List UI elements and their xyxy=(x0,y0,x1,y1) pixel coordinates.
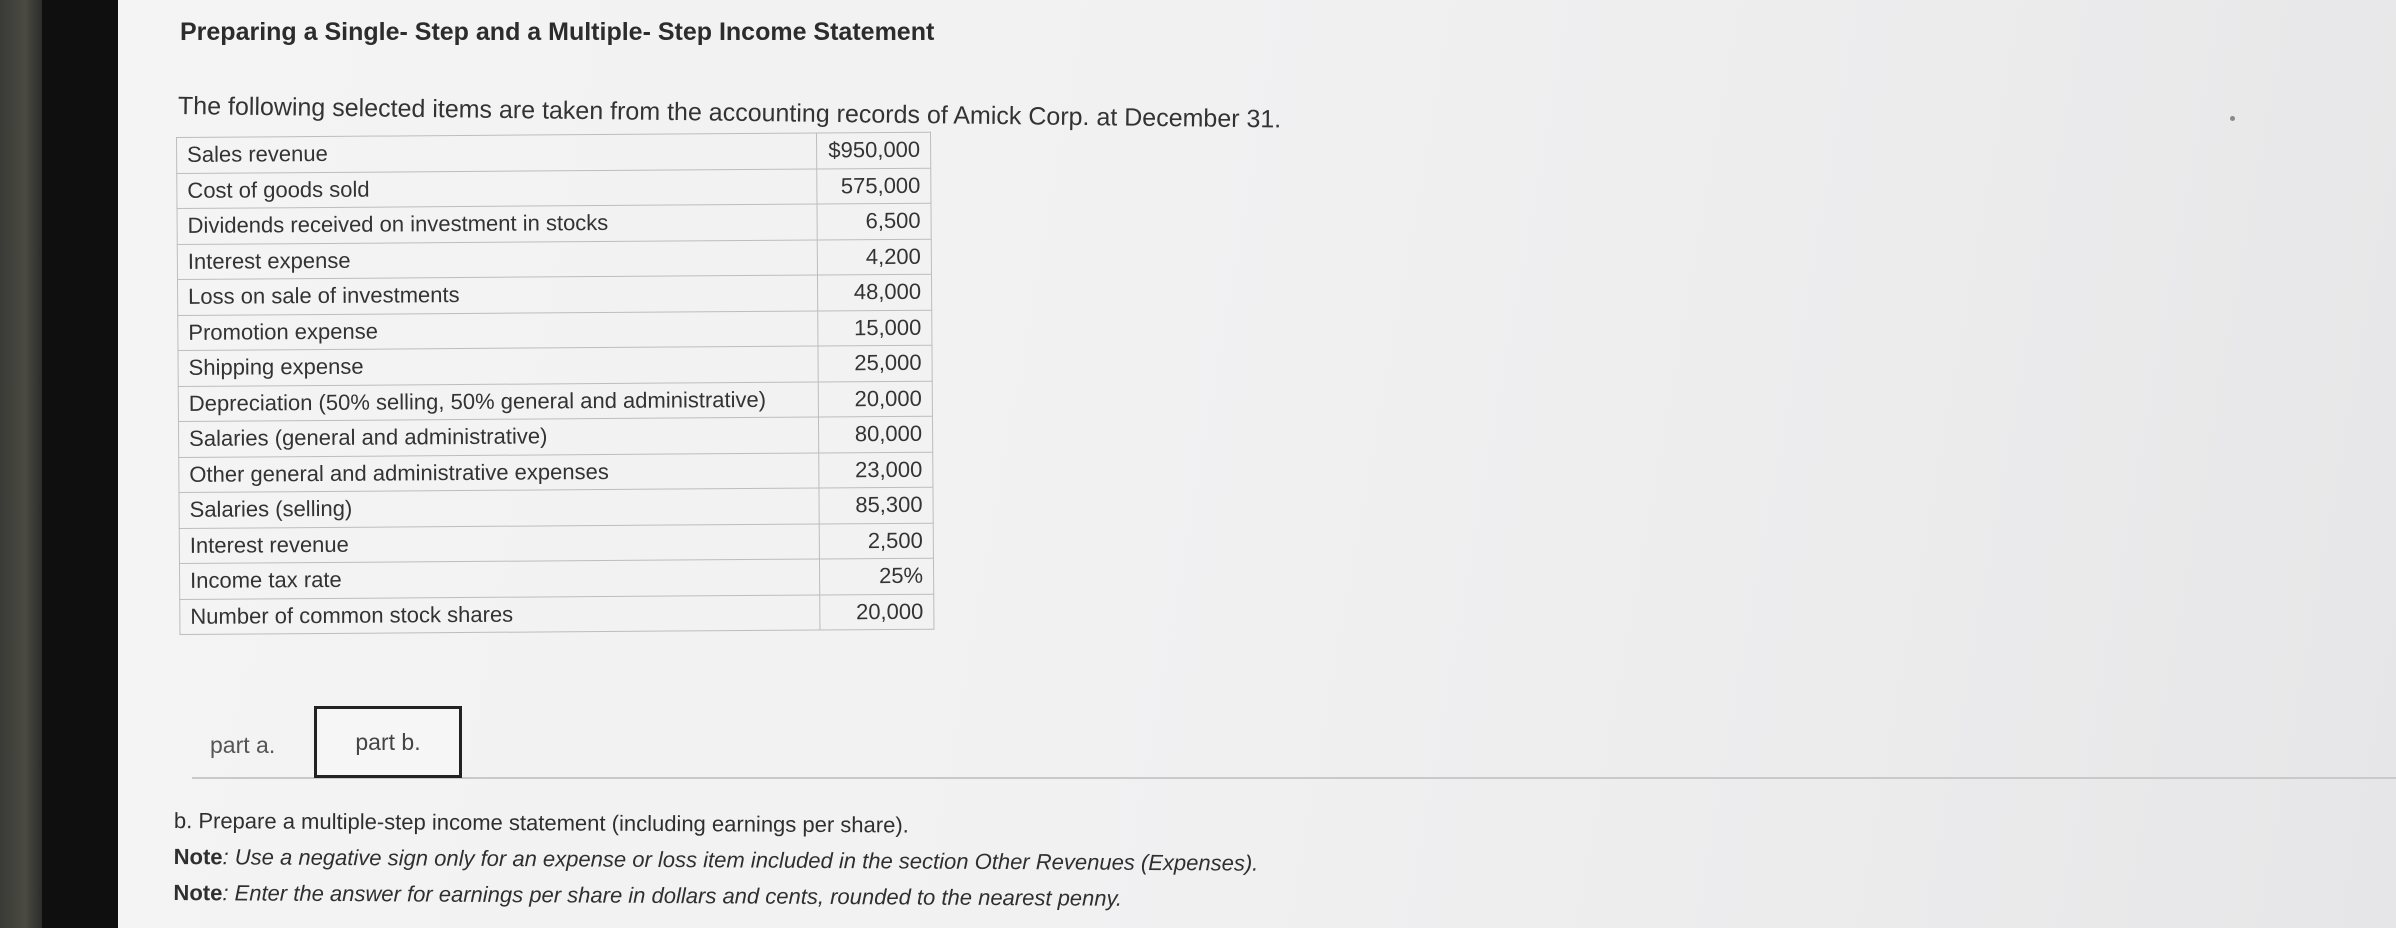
table-row xyxy=(177,132,931,173)
row-value: 25% xyxy=(819,558,933,594)
instructions xyxy=(173,806,1258,921)
tab-divider xyxy=(192,777,2396,779)
row-label: Income tax rate xyxy=(179,559,819,599)
part-tabs xyxy=(118,706,2396,786)
row-value: 85,300 xyxy=(819,487,933,523)
table-row xyxy=(177,274,931,315)
accounting-records-table xyxy=(176,132,934,635)
monitor-bezel-left xyxy=(0,0,42,928)
row-value: 6,500 xyxy=(817,203,931,239)
table-row xyxy=(179,452,933,493)
table-row xyxy=(177,203,931,244)
note-text: : Enter the answer for earnings per share in dollars and cents, rounded to the nearest penny. xyxy=(222,880,1123,911)
page-title: Preparing a Single- Step and a Multiple- Step Income Statement xyxy=(180,18,935,46)
monitor-bezel-edge xyxy=(42,0,118,928)
row-label: Salaries (general and administrative) xyxy=(178,417,818,457)
note-label: Note xyxy=(173,843,223,870)
row-value: 48,000 xyxy=(817,274,931,310)
table-row xyxy=(178,345,932,386)
screen-speck xyxy=(2230,116,2235,121)
row-label: Depreciation (50% selling, 50% general and administrative) xyxy=(178,382,818,422)
row-value: 4,200 xyxy=(817,239,931,275)
row-label: Interest expense xyxy=(177,240,817,280)
row-label: Dividends received on investment in stocks xyxy=(177,204,817,244)
row-value: 2,500 xyxy=(819,523,933,559)
row-label: Loss on sale of investments xyxy=(177,275,817,315)
note-line-1 xyxy=(174,842,1259,879)
instruction-line: b. Prepare a multiple-step income statement (including earnings per share). xyxy=(173,807,909,838)
table-row xyxy=(179,558,933,599)
table-row xyxy=(180,594,934,635)
intro-text: The following selected items are taken from the accounting records of Amick Corp. at December 31. xyxy=(177,92,1282,134)
table-row xyxy=(178,416,932,457)
row-label: Salaries (selling) xyxy=(179,488,819,528)
row-value: 15,000 xyxy=(818,310,932,346)
row-value: 20,000 xyxy=(818,381,932,417)
table-row xyxy=(177,168,931,209)
row-label: Interest revenue xyxy=(179,524,819,564)
row-label: Other general and administrative expenses xyxy=(179,453,819,493)
table-row xyxy=(178,381,932,422)
row-value: 575,000 xyxy=(817,168,931,204)
screen xyxy=(118,0,2396,928)
row-label: Promotion expense xyxy=(178,311,818,351)
note-label: Note xyxy=(173,879,223,906)
tab-part-a[interactable]: part a. xyxy=(210,732,276,758)
note-line-2 xyxy=(173,878,1258,915)
table-row xyxy=(177,239,931,280)
row-label: Shipping expense xyxy=(178,346,818,386)
table-row xyxy=(179,487,933,528)
row-value: 80,000 xyxy=(818,416,932,452)
row-value: 25,000 xyxy=(818,345,932,381)
row-label: Cost of goods sold xyxy=(177,169,817,209)
note-text: : Use a negative sign only for an expense or loss item included in the section Other Revenues (Expenses). xyxy=(222,844,1259,876)
row-value: $950,000 xyxy=(816,132,930,168)
row-label: Number of common stock shares xyxy=(180,595,820,635)
table-row xyxy=(179,523,933,564)
row-value: 20,000 xyxy=(820,594,934,630)
row-value: 23,000 xyxy=(819,452,933,488)
row-label: Sales revenue xyxy=(177,133,817,173)
table-row xyxy=(178,310,932,351)
tab-part-b[interactable]: part b. xyxy=(314,706,462,778)
